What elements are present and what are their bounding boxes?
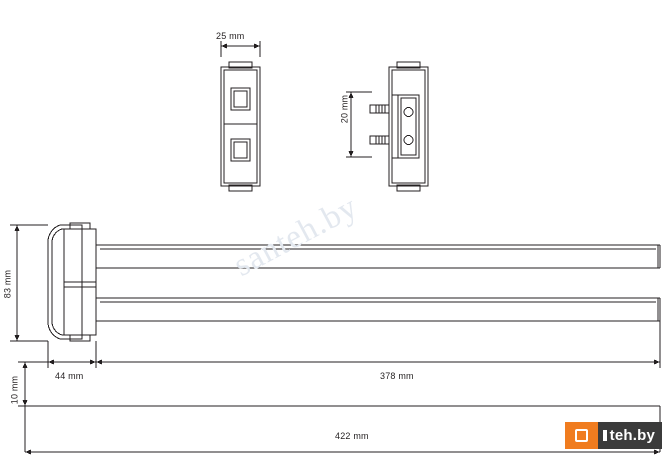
dimension-label-base-44: 44 mm <box>55 371 84 381</box>
end-view-front <box>221 62 260 191</box>
dim-378mm <box>96 321 660 368</box>
dimension-label-offset-10: 10 mm <box>9 375 20 405</box>
main-plan-view <box>48 223 660 341</box>
dim-25mm <box>221 41 260 57</box>
end-view-side <box>370 62 428 191</box>
dim-10mm <box>18 362 60 406</box>
dim-44mm <box>48 341 96 368</box>
site-logo[interactable] <box>565 422 662 449</box>
dimension-label-depth-20: 20 mm <box>339 94 350 124</box>
dim-83mm <box>10 225 48 341</box>
logo-brand-label: teh.by <box>609 427 655 444</box>
dimension-label-arm-378: 378 mm <box>380 371 414 381</box>
logo-tick-icon <box>603 430 607 441</box>
dim-20mm <box>346 92 372 157</box>
dimension-label-width-25: 25 mm <box>216 31 245 41</box>
dimension-label-height-83: 83 mm <box>2 269 13 299</box>
logo-text <box>598 422 662 449</box>
watermark: santeh.by <box>228 188 364 284</box>
dimension-label-total-422: 422 mm <box>335 431 369 441</box>
logo-mark-icon <box>565 422 598 449</box>
